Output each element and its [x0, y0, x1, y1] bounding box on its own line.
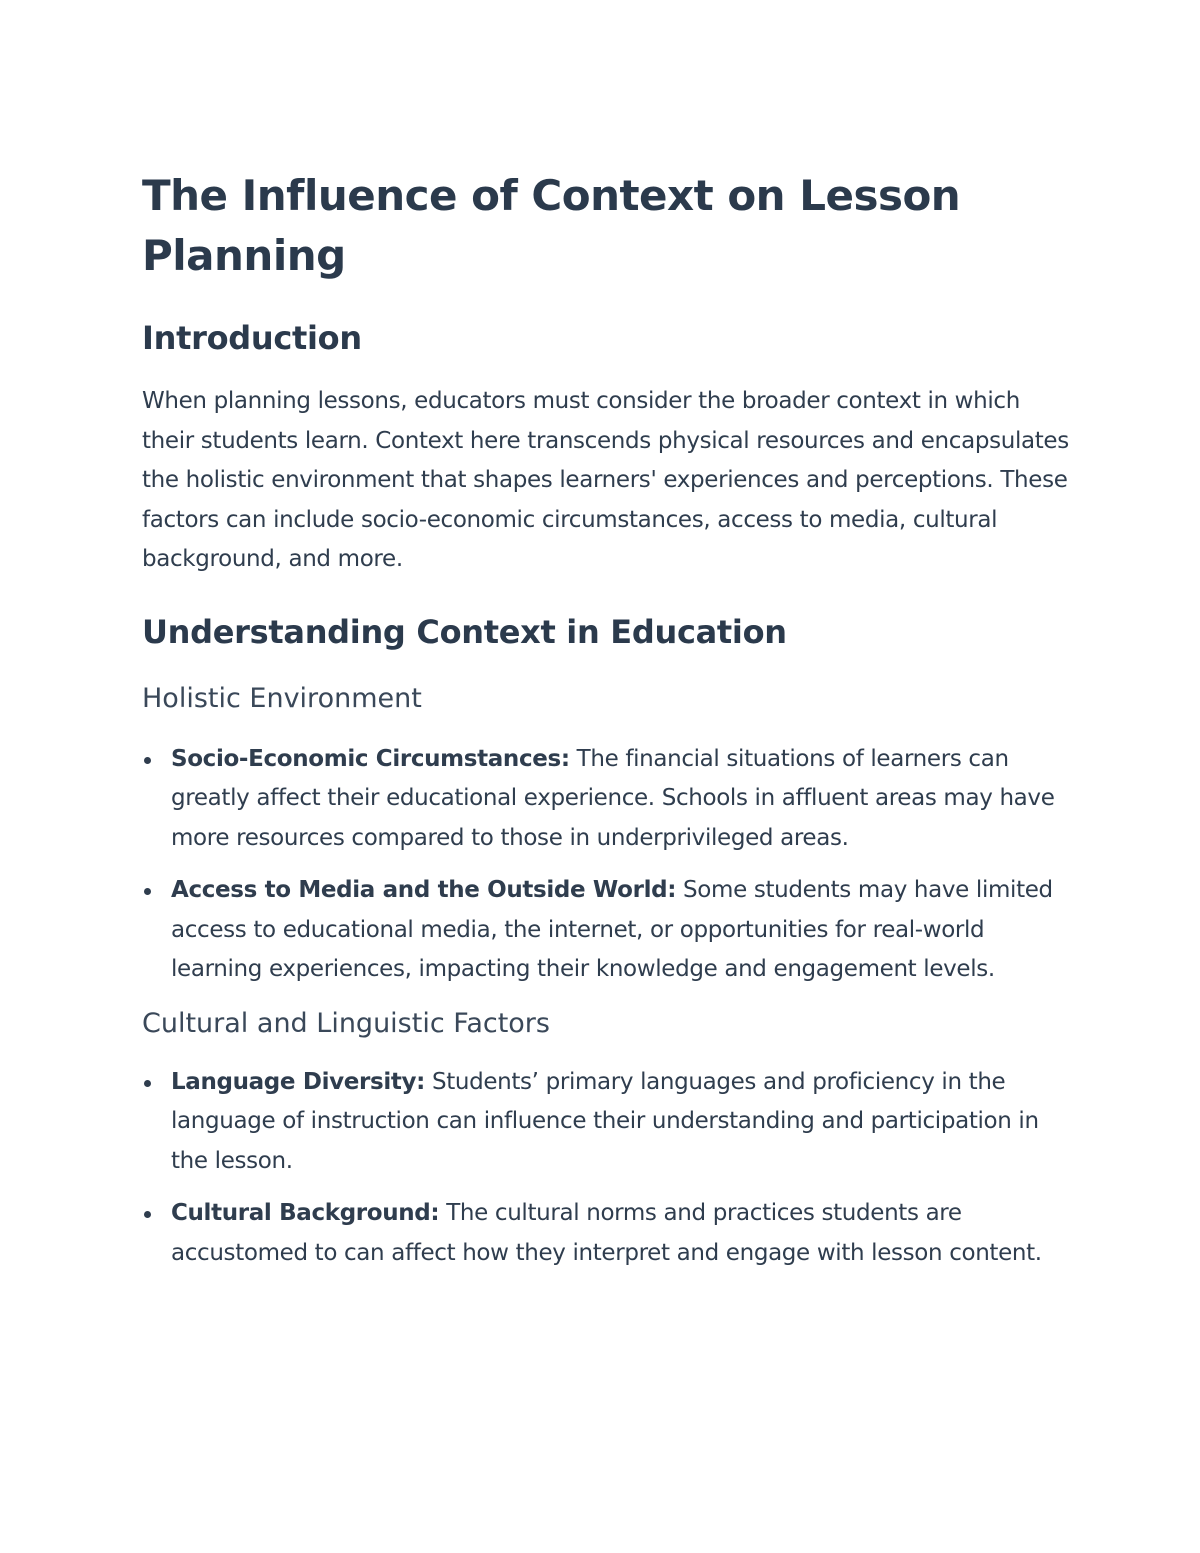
list-item-text: Some students may have limited access to educational media, the internet, or opportunities for real-world learning experiences, impacting their knowledge and engagement levels. [171, 877, 1053, 982]
list-item-term: Cultural Background: [171, 1200, 440, 1226]
list-item-text: The cultural norms and practices students are accustomed to can affect how they interpret and engage with lesson content. [171, 1200, 1042, 1266]
section-heading-understanding-context: Understanding Context in Education [142, 612, 787, 651]
list-item [142, 871, 1072, 990]
bullet-icon [144, 757, 151, 764]
list-item [142, 1194, 1072, 1273]
subsection-heading-holistic-environment: Holistic Environment [142, 682, 422, 714]
list-item [142, 740, 1072, 859]
document-page [142, 166, 1072, 1273]
list-item [142, 1063, 1072, 1182]
bullet-icon [144, 888, 151, 895]
holistic-environment-list [142, 740, 1072, 990]
list-item-term: Access to Media and the Outside World: [171, 877, 677, 903]
list-item-term: Language Diversity: [171, 1068, 425, 1095]
list-item-term: Socio-Economic Circumstances: [171, 745, 570, 772]
bullet-icon [144, 1211, 151, 1218]
cultural-linguistic-list [142, 1063, 1072, 1274]
section-heading-introduction: Introduction [142, 319, 362, 357]
document-title: The Influence of Context on Lesson Planning [142, 171, 961, 280]
list-item-text: The financial situations of learners can greatly affect their educational experience. Schools in affluent areas may have more resources compared to those in underprivileged areas. [171, 745, 1055, 851]
list-item-text: Students’ primary languages and proficiency in the language of instruction can influence their understanding and participation in the lesson. [171, 1068, 1039, 1174]
bullet-icon [144, 1080, 151, 1087]
introduction-paragraph: When planning lessons, educators must consider the broader context in which their students learn. Context here transcends physical resources and encapsulates the holistic environment that shapes learners' experiences and perceptions. These factors can include socio-economic circumstances, access to media, cultural background, and more. [142, 388, 1069, 572]
subsection-heading-cultural-linguistic: Cultural and Linguistic Factors [142, 1007, 550, 1039]
